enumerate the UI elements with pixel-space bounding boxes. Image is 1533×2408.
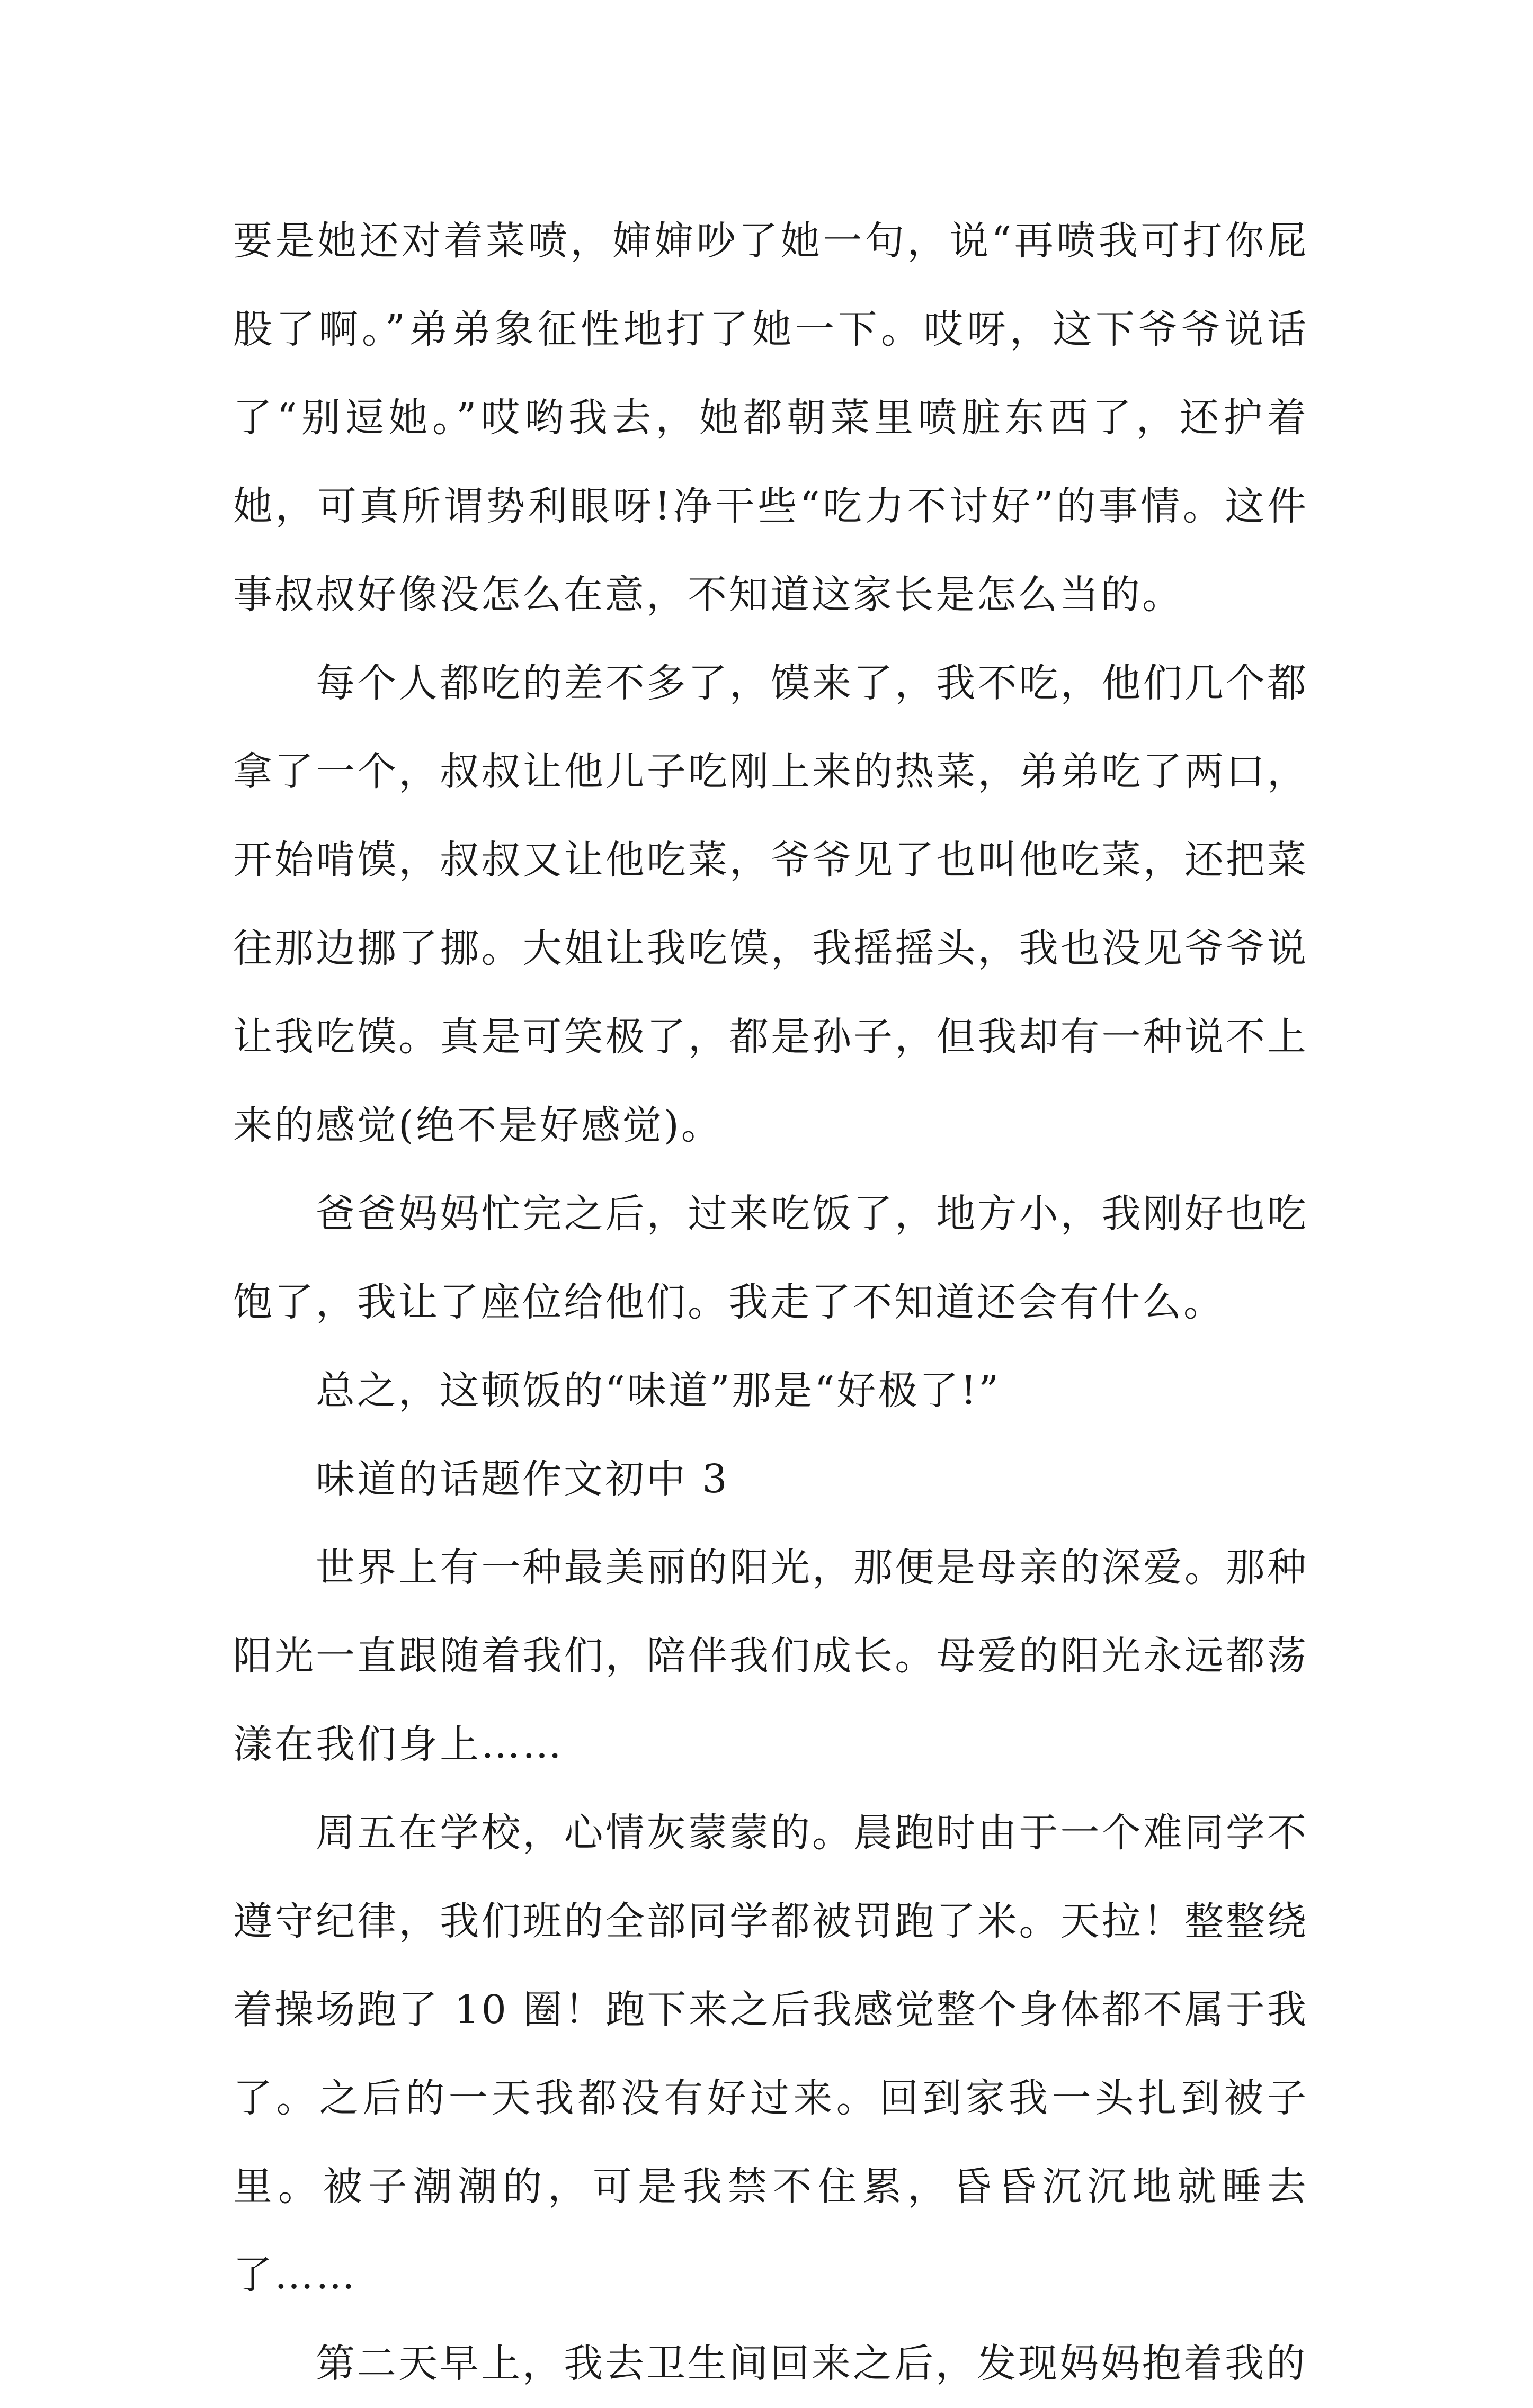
paragraph-6: 周五在学校，心情灰蒙蒙的。晨跑时由于一个难同学不遵守纪律，我们班的全部同学都被罚跑了米。天拉！整整绕着操场跑了 10 圈！跑下来之后我感觉整个身体都不属于我了。之后的一天我都没有好过来。回到家我一头扎到被子里。被子潮潮的，可是我禁不住累，昏昏沉沉地就睡去了……	[233, 1810, 1308, 2298]
paragraph-1: 要是她还对着菜喷，婶婶吵了她一句，说“再喷我可打你屁股了啊。”弟弟象征性地打了她一下。哎呀，这下爷爷说话了“别逗她。”哎哟我去，她都朝菜里喷脏东西了，还护着她，可真所谓势利眼呀!净干些“吃力不讨好”的事情。这件事叔叔好像没怎么在意，不知道这家长是怎么当的。	[233, 218, 1308, 617]
document-body	[233, 197, 1308, 2408]
paragraph-3: 爸爸妈妈忙完之后，过来吃饭了，地方小，我刚好也吃饱了，我让了座位给他们。我走了不知道还会有什么。	[233, 1191, 1308, 1325]
paragraph-4: 总之，这顿饭的“味道”那是“好极了!”	[316, 1368, 1001, 1413]
paragraph-2: 每个人都吃的差不多了，馍来了，我不吃，他们几个都拿了一个，叔叔让他儿子吃刚上来的热菜，弟弟吃了两口，开始啃馍，叔叔又让他吃菜，爷爷见了也叫他吃菜，还把菜往那边挪了挪。大姐让我吃馍，我摇摇头，我也没见爷爷说让我吃馍。真是可笑极了，都是孙子，但我却有一种说不上来的感觉(绝不是好感觉)。	[233, 660, 1308, 1148]
section-heading: 味道的话题作文初中 3	[316, 1456, 729, 1502]
paragraph-5: 世界上有一种最美丽的阳光，那便是母亲的深爱。那种阳光一直跟随着我们，陪伴我们成长。母爱的阳光永远都荡漾在我们身上……	[233, 1545, 1308, 1767]
paragraph-7: 第二天早上，我去卫生间回来之后，发现妈妈抱着我的	[316, 2341, 1307, 2386]
